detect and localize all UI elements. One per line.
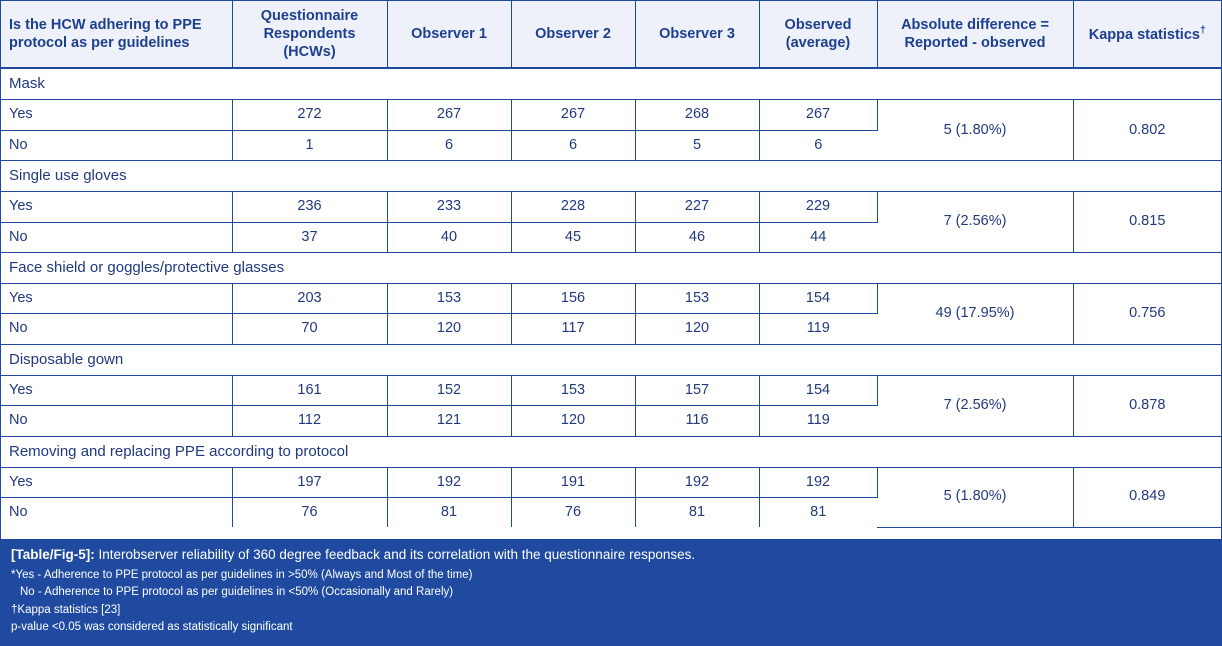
- caption-note-no: No - Adherence to PPE protocol as per guidelines in <50% (Occasionally and Rarely): [20, 586, 454, 599]
- cell-observed-average: 6: [759, 130, 877, 160]
- row-label: No: [1, 497, 232, 527]
- ppe-adherence-table: [1, 1, 1221, 528]
- cell-observer-2: 76: [511, 497, 635, 527]
- column-header-observed-average: Observed (average): [759, 1, 877, 68]
- cell-questionnaire: 236: [232, 192, 387, 222]
- column-header-observer-2: Observer 2: [511, 1, 635, 68]
- cell-observer-1: 152: [387, 375, 511, 405]
- column-header-absolute-difference: Absolute difference = Reported - observed: [877, 1, 1073, 68]
- caption-note-kappa: †Kappa statistics [23]: [11, 603, 121, 616]
- cell-observer-2: 117: [511, 314, 635, 344]
- section-title-face-shield: Face shield or goggles/protective glasses: [1, 252, 1221, 283]
- figure-label: [Table/Fig-5]:: [11, 546, 95, 562]
- section-title-mask: Mask: [1, 68, 1221, 100]
- row-label: Yes: [1, 283, 232, 313]
- table-row: [1, 375, 1221, 405]
- section-title-single-use-gloves: Single use gloves: [1, 161, 1221, 192]
- cell-observer-1: 192: [387, 467, 511, 497]
- row-label: Yes: [1, 100, 232, 130]
- table-row: [1, 467, 1221, 497]
- table-section-row: [1, 161, 1221, 192]
- cell-observed-average: 154: [759, 283, 877, 313]
- cell-observer-3: 157: [635, 375, 759, 405]
- column-header-kappa-statistics: [1073, 1, 1221, 68]
- cell-observer-1: 81: [387, 497, 511, 527]
- cell-observer-3: 5: [635, 130, 759, 160]
- table-body: [1, 68, 1221, 527]
- table-section-row: [1, 436, 1221, 467]
- row-label: Yes: [1, 467, 232, 497]
- cell-observer-2: 267: [511, 100, 635, 130]
- table-section-row: [1, 68, 1221, 100]
- cell-observer-2: 228: [511, 192, 635, 222]
- caption-title-line: [11, 546, 1211, 564]
- column-header-kappa-label: Kappa statistics: [1088, 27, 1200, 44]
- cell-questionnaire: 76: [232, 497, 387, 527]
- cell-questionnaire: 203: [232, 283, 387, 313]
- cell-observer-3: 192: [635, 467, 759, 497]
- column-header-question: Is the HCW adhering to PPE protocol as per guidelines: [1, 1, 232, 68]
- cell-questionnaire: 197: [232, 467, 387, 497]
- column-header-observer-1: Observer 1: [387, 1, 511, 68]
- table-row: [1, 192, 1221, 222]
- cell-observed-average: 44: [759, 222, 877, 252]
- table-caption: [1, 539, 1221, 645]
- cell-absolute-difference: 5 (1.80%): [877, 100, 1073, 161]
- cell-absolute-difference: 5 (1.80%): [877, 467, 1073, 527]
- cell-questionnaire: 272: [232, 100, 387, 130]
- cell-observer-1: 6: [387, 130, 511, 160]
- table-header-row: [1, 1, 1221, 68]
- cell-observed-average: 192: [759, 467, 877, 497]
- section-title-disposable-gown: Disposable gown: [1, 344, 1221, 375]
- cell-questionnaire: 37: [232, 222, 387, 252]
- cell-observer-1: 233: [387, 192, 511, 222]
- cell-observer-2: 153: [511, 375, 635, 405]
- cell-observer-1: 121: [387, 406, 511, 436]
- cell-observer-3: 116: [635, 406, 759, 436]
- cell-absolute-difference: 49 (17.95%): [877, 283, 1073, 344]
- cell-observer-2: 45: [511, 222, 635, 252]
- cell-observed-average: 154: [759, 375, 877, 405]
- caption-note-yes: *Yes - Adherence to PPE protocol as per guidelines in >50% (Always and Most of the time): [11, 569, 473, 581]
- column-header-questionnaire-respondents: Questionnaire Respondents (HCWs): [232, 1, 387, 68]
- cell-kappa: 0.756: [1073, 283, 1221, 344]
- cell-observer-3: 227: [635, 192, 759, 222]
- caption-title: Interobserver reliability of 360 degree feedback and its correlation with the questionnaire responses.: [98, 546, 696, 562]
- cell-questionnaire: 70: [232, 314, 387, 344]
- row-label: No: [1, 130, 232, 160]
- cell-observer-3: 268: [635, 100, 759, 130]
- caption-note-pvalue: p-value <0.05 was considered as statistically significant: [11, 620, 293, 633]
- cell-observer-2: 120: [511, 406, 635, 436]
- cell-kappa: 0.878: [1073, 375, 1221, 436]
- cell-observed-average: 81: [759, 497, 877, 527]
- cell-observer-3: 120: [635, 314, 759, 344]
- cell-observer-1: 153: [387, 283, 511, 313]
- cell-kappa: 0.815: [1073, 192, 1221, 253]
- row-label: No: [1, 406, 232, 436]
- cell-questionnaire: 112: [232, 406, 387, 436]
- table-row: [1, 283, 1221, 313]
- cell-questionnaire: 1: [232, 130, 387, 160]
- cell-observer-3: 81: [635, 497, 759, 527]
- row-label: No: [1, 314, 232, 344]
- row-label: Yes: [1, 192, 232, 222]
- cell-kappa: 0.802: [1073, 100, 1221, 161]
- cell-kappa: 0.849: [1073, 467, 1221, 527]
- cell-absolute-difference: 7 (2.56%): [877, 192, 1073, 253]
- cell-absolute-difference: 7 (2.56%): [877, 375, 1073, 436]
- cell-observer-3: 46: [635, 222, 759, 252]
- section-title-removing-replacing-ppe: Removing and replacing PPE according to protocol: [1, 436, 1221, 467]
- table-header: [1, 1, 1221, 68]
- kappa-dagger-marker: †: [1199, 25, 1206, 37]
- row-label: Yes: [1, 375, 232, 405]
- column-header-observer-3: Observer 3: [635, 1, 759, 68]
- cell-observed-average: 119: [759, 406, 877, 436]
- table-section-row: [1, 344, 1221, 375]
- row-label: No: [1, 222, 232, 252]
- cell-observed-average: 267: [759, 100, 877, 130]
- cell-observed-average: 119: [759, 314, 877, 344]
- cell-observed-average: 229: [759, 192, 877, 222]
- table-row: [1, 100, 1221, 130]
- cell-observer-2: 191: [511, 467, 635, 497]
- cell-observer-3: 153: [635, 283, 759, 313]
- cell-observer-1: 267: [387, 100, 511, 130]
- cell-observer-1: 120: [387, 314, 511, 344]
- table-section-row: [1, 252, 1221, 283]
- cell-observer-2: 6: [511, 130, 635, 160]
- cell-observer-1: 40: [387, 222, 511, 252]
- cell-questionnaire: 161: [232, 375, 387, 405]
- cell-observer-2: 156: [511, 283, 635, 313]
